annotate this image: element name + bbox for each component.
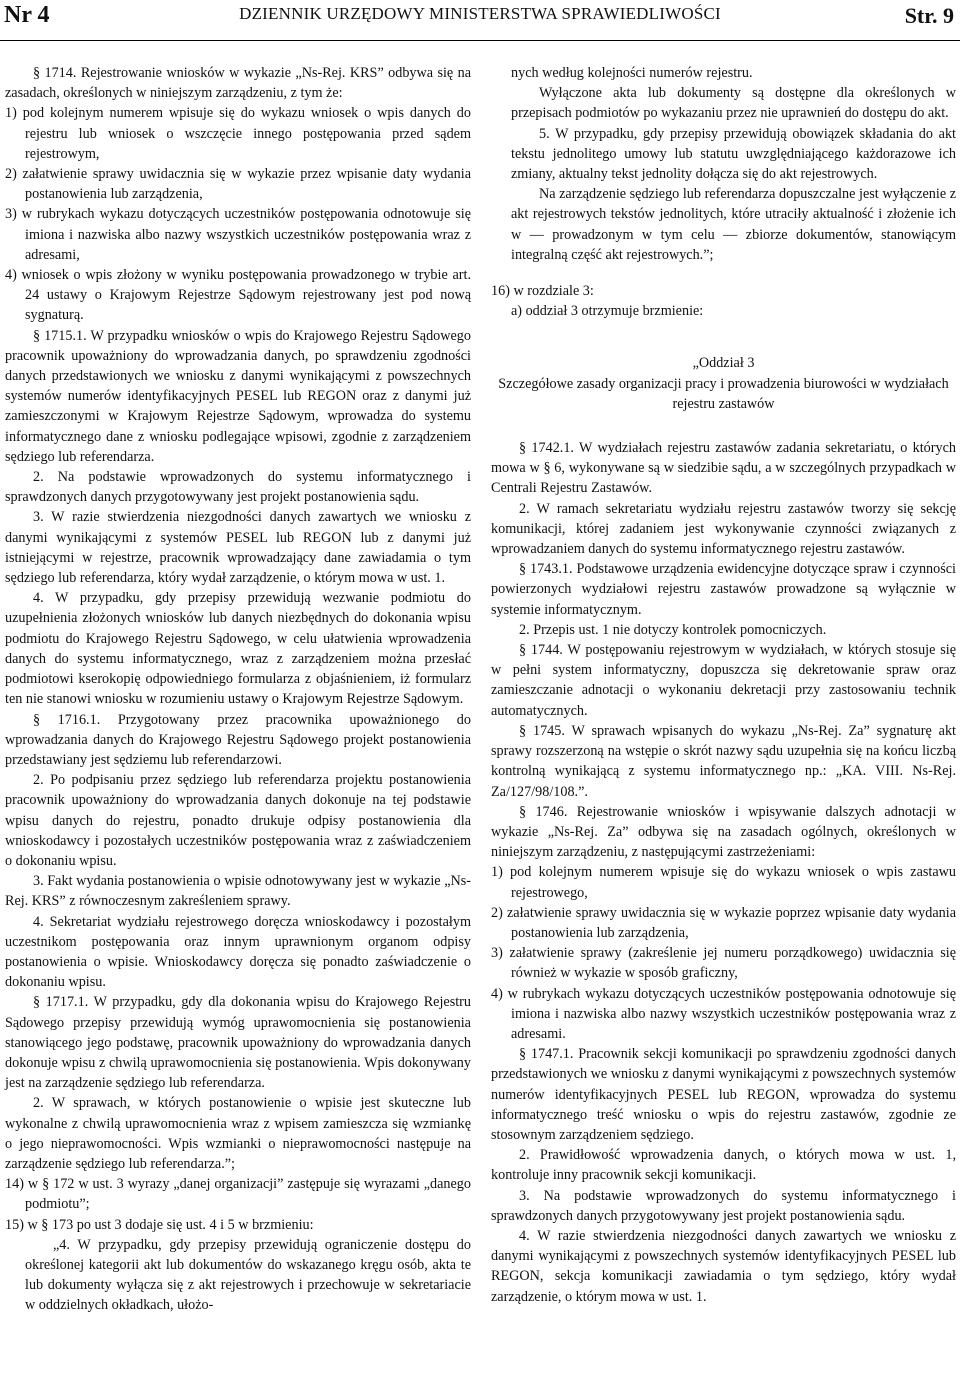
list-item: 1) pod kolejnym numerem wpisuje się do wykazu wniosek o wpis zastawu rejestrowego, — [491, 864, 956, 901]
list-item: 14) w § 172 w ust. 3 wyrazy „danej organizacji” zastępuje się wyrazami „danego podmiotu”; — [5, 1176, 471, 1213]
paragraph: § 1746. Rejestrowanie wniosków i wpisywanie dalszych adnotacji w wykazie „Ns-Rej. Za” odbywa się na zasadach ogólnych, określonych w niniejszym zarządzeniu, z następującymi zastrzeżeniami: — [491, 803, 956, 861]
list-item: a) oddział 3 otrzymuje brzmienie: — [511, 303, 704, 320]
page-number: Str. 9 — [904, 3, 954, 28]
paragraph: 4. W razie stwierdzenia niezgodności danych zawartych we wniosku z danymi wynikającymi z powszechnych systemów identyfikacyjnych PESEL lub REGON, sekcja komunikacji zawiadamia o tym sędziego, który wydał zarządzenie, o którym mowa w ust. 1. — [491, 1227, 956, 1305]
paragraph: 2. W ramach sekretariatu wydziału rejestru zastawów tworzy się sekcję komunikacji, której zadaniem jest wykonywanie czynności związanych z wprowadzaniem danych do systemu informatycznego rejestru zastawów. — [491, 500, 956, 558]
paragraph: Wyłączone akta lub dokumenty są dostępne dla określonych w przepisach podmiotów po wykazaniu przez nie uprawnień do dostępu do akt. — [511, 85, 956, 122]
paragraph: Na zarządzenie sędziego lub referendarza dopuszczalne jest wyłączenie z akt rejestrowych tekstów jednolitych, które utraciły aktualność i złożenie ich w — prowadzonym w tym celu — zbiorze dokumentów, stanowiącym integralną część akt rejestrowych.”; — [511, 186, 956, 263]
issue-number: Nr 4 — [4, 2, 50, 28]
journal-title: DZIENNIK URZĘDOWY MINISTERSTWA SPRAWIEDLIWOŚCI — [239, 4, 721, 23]
list-item: 4) wniosek o wpis złożony w wyniku postępowania prowadzonego w trybie art. 24 ustawy o Krajowym Rejestrze Sądowym rejestrowany jest pod nową sygnaturą. — [5, 267, 471, 324]
paragraph: 3. W razie stwierdzenia niezgodności danych zawartych we wniosku z danymi wynikającymi z systemów PESEL lub REGON lub z danymi już istniejącymi w rejestrze, pracownik wprowadzający dane zawiadamia o tym sędziego lub referendarza, który wydał zarządzenie, o którym mowa w ust. 1. — [5, 509, 471, 587]
paragraph: § 1717.1. W przypadku, gdy dla dokonania wpisu do Krajowego Rejestru Sądowego przepisy przewidują wymóg uprawomocnienia się postanowienia stanowiącego jego podstawę, pracownik upoważniony do wprowadzania danych dokonuje wpisu z chwilą uprawomocnienia się postanowienia. Wpis dokonywany jest na zarządzenie sędziego lub referendarza. — [5, 994, 471, 1092]
paragraph: nych według kolejności numerów rejestru. — [511, 65, 753, 81]
paragraph: § 1716.1. Przygotowany przez pracownika upoważnionego do wprowadzania danych do Krajowego Rejestru Sądowego projekt postanowienia przedstawiany jest sędziemu lub referendarzowi. — [5, 711, 471, 768]
paragraph: 2. Po podpisaniu przez sędziego lub referendarza projektu postanowienia pracownik upoważniony do wprowadzania danych dokonuje na tej podstawie wpisu danych do rejestru, ponadto drukuje odpisy postanowienia dla wnioskodawcy i pozostałych uczestników postępowania wraz z zaświadczeniem o dokonaniu wpisu. — [5, 772, 471, 869]
list-item: 2) załatwienie sprawy uwidacznia się w wykazie poprzez wpisanie daty wydania postanowienia lub zarządzenia, — [491, 904, 956, 941]
list-item: 3) załatwienie sprawy (zakreślenie jej numeru porządkowego) uwidacznia się również w wykazie w sposób graficzny, — [491, 945, 956, 982]
left-column — [5, 63, 471, 1316]
list-item: 4) w rubrykach wykazu dotyczących uczestników postępowania odnotowuje się imiona i nazwiska albo nazwy wszystkich uczestników postępowania wraz z adresami. — [491, 985, 956, 1042]
paragraph: „4. W przypadku, gdy przepisy przewidują ograniczenie dostępu do określonej kategorii akt lub dokumentów do wskazanego kręgu osób, akta te lub dokumenty wyłącza się z akt rejestrowych i przechowuje w sekretariacie w oddzielnych okładkach, ułożo- — [25, 1236, 471, 1314]
paragraph: 2. Na podstawie wprowadzonych do systemu informatycznego i sprawdzonych danych przygotowywany jest projekt postanowienia sądu. — [5, 469, 471, 506]
paragraph: 3. Fakt wydania postanowienia o wpisie odnotowywany jest w wykazie „Ns-Rej. KRS” z równoczesnym zakreśleniem sprawy. — [5, 873, 471, 910]
paragraph: § 1747.1. Pracownik sekcji komunikacji po sprawdzeniu zgodności danych przedstawionych we wniosku z danymi wynikającymi z powszechnych systemów numerów identyfikacyjnych PESEL lub REGON, wprowadza do systemu informatycznego treść wniosku o wpis do rejestru zastawów, zgodnie ze stosownym zarządzeniem sędziego. — [491, 1046, 956, 1143]
paragraph: 4. Sekretariat wydziału rejestrowego doręcza wnioskodawcy i pozostałym uczestnikom postępowania oraz innym uprawnionym organom odpisy postanowienia o wpisie. Wnioskodawcy doręcza się ponadto zaświadczenie o dokonaniu wpisu. — [5, 913, 471, 991]
list-item: 3) w rubrykach wykazu dotyczących uczestników postępowania odnotowuje się imiona i nazwiska albo nazwy wszystkich uczestników postępowania wraz z adresami, — [5, 206, 471, 263]
paragraph: 2. Przepis ust. 1 nie dotyczy kontrolek pomocniczych. — [519, 621, 827, 638]
section-subheading: Szczegółowe zasady organizacji pracy i prowadzenia biurowości w wydziałach rejestru zastawów — [498, 375, 949, 412]
paragraph: § 1714. Rejestrowanie wniosków w wykazie „Ns-Rej. KRS” odbywa się na zasadach, określonych w niniejszym zarządzeniu, z tym że: — [5, 65, 471, 102]
paragraph: 3. Na podstawie wprowadzonych do systemu informatycznego i sprawdzonych danych przygotowywany jest projekt postanowienia sądu. — [491, 1187, 956, 1224]
list-item: 16) w rozdziale 3: — [491, 283, 594, 300]
list-item: 15) w § 173 po ust 3 dodaje się ust. 4 i 5 w brzmieniu: — [5, 1216, 314, 1233]
page-header — [0, 0, 960, 41]
right-column — [491, 63, 956, 1307]
paragraph: § 1743.1. Podstawowe urządzenia ewidencyjne dotyczące spraw i czynności powierzonych wydziałowi rejestru zastawów prowadzone są wyłącznie w systemie informatycznym. — [491, 561, 956, 618]
paragraph: 2. Prawidłowość wprowadzenia danych, o których mowa w ust. 1, kontroluje inny pracownik sekcji komunikacji. — [491, 1147, 956, 1184]
section-heading: „Oddział 3 — [692, 355, 755, 372]
paragraph: § 1715.1. W przypadku wniosków o wpis do Krajowego Rejestru Sądowego pracownik upoważniony do wprowadzania danych, po sprawdzeniu zgodności danych przedstawionych we wniosku z danymi wynikającymi z powszechnych systemów numerów identyfikacyjnych PESEL lub REGON oraz z danymi już zamieszczonymi w Krajowym Rejestrze Sądowym, wprowadza do systemu informatycznego dane z wniosku podlegające wpisowi, zgodnie z zarządzeniem sędziego lub referendarza. — [5, 327, 471, 465]
paragraph: 5. W przypadku, gdy przepisy przewidują obowiązek składania do akt tekstu jednolitego umowy lub statutu uwzględniającego każdorazowe ich zmiany, aktualny tekst jednolity dołącza się do akt rejestrowych. — [511, 125, 956, 183]
paragraph: § 1744. W postępowaniu rejestrowym w wydziałach, w których stosuje się w pełni system informatyczny, dopuszcza się dekretowanie spraw oraz zamieszczanie adnotacji o wykonaniu dekretacji przy zastosowaniu technik automatycznych. — [491, 642, 956, 719]
paragraph: § 1742.1. W wydziałach rejestru zastawów zadania sekretariatu, o których mowa w § 6, wykonywane są w siedzibie sądu, a w szczególnych przypadkach w Centrali Rejestru Zastawów. — [491, 440, 956, 497]
list-item: 1) pod kolejnym numerem wpisuje się do wykazu wniosek o wpis danych do rejestru lub wniosek o wszczęcie innego postępowania przed sądem rejestrowym, — [5, 105, 471, 162]
paragraph: 4. W przypadku, gdy przepisy przewidują wezwanie podmiotu do uzupełnienia złożonych wniosków lub danych niezbędnych do dokonania wpisu podmiotu do Krajowego Rejestru Sądowego, w celu ułatwienia wprowadzenia danych do systemu informatycznego, wraz z zarządzeniem można przesłać podmiotowi kserokopię odpowiedniego formularza z objaśnieniem, iż formularz ten nie stanowi wniosku w rozumieniu ustawy o Krajowym Rejestrze Sądowym. — [5, 590, 471, 708]
list-item: 2) załatwienie sprawy uwidacznia się w wykazie przez wpisanie daty wydania postanowienia lub zarządzenia, — [5, 166, 471, 203]
paragraph: 2. W sprawach, w których postanowienie o wpisie jest skuteczne lub wykonalne z chwilą uprawomocnienia wraz z wpisem zamieszcza się wzmiankę o jego nieprawomocności. Wpis wzmianki o nieprawomocności następuje na zarządzenie sędziego lub referendarza.”; — [5, 1095, 471, 1172]
paragraph: § 1745. W sprawach wpisanych do wykazu „Ns-Rej. Za” sygnaturę akt sprawy rozszerzoną na wstępie o skrót nazwy sądu uzupełnia się na końcu liczbą kontrolną wynikającą z systemu informatycznego np.: „KA. VIII. Ns-Rej. Za/127/98/108.”. — [491, 722, 956, 800]
